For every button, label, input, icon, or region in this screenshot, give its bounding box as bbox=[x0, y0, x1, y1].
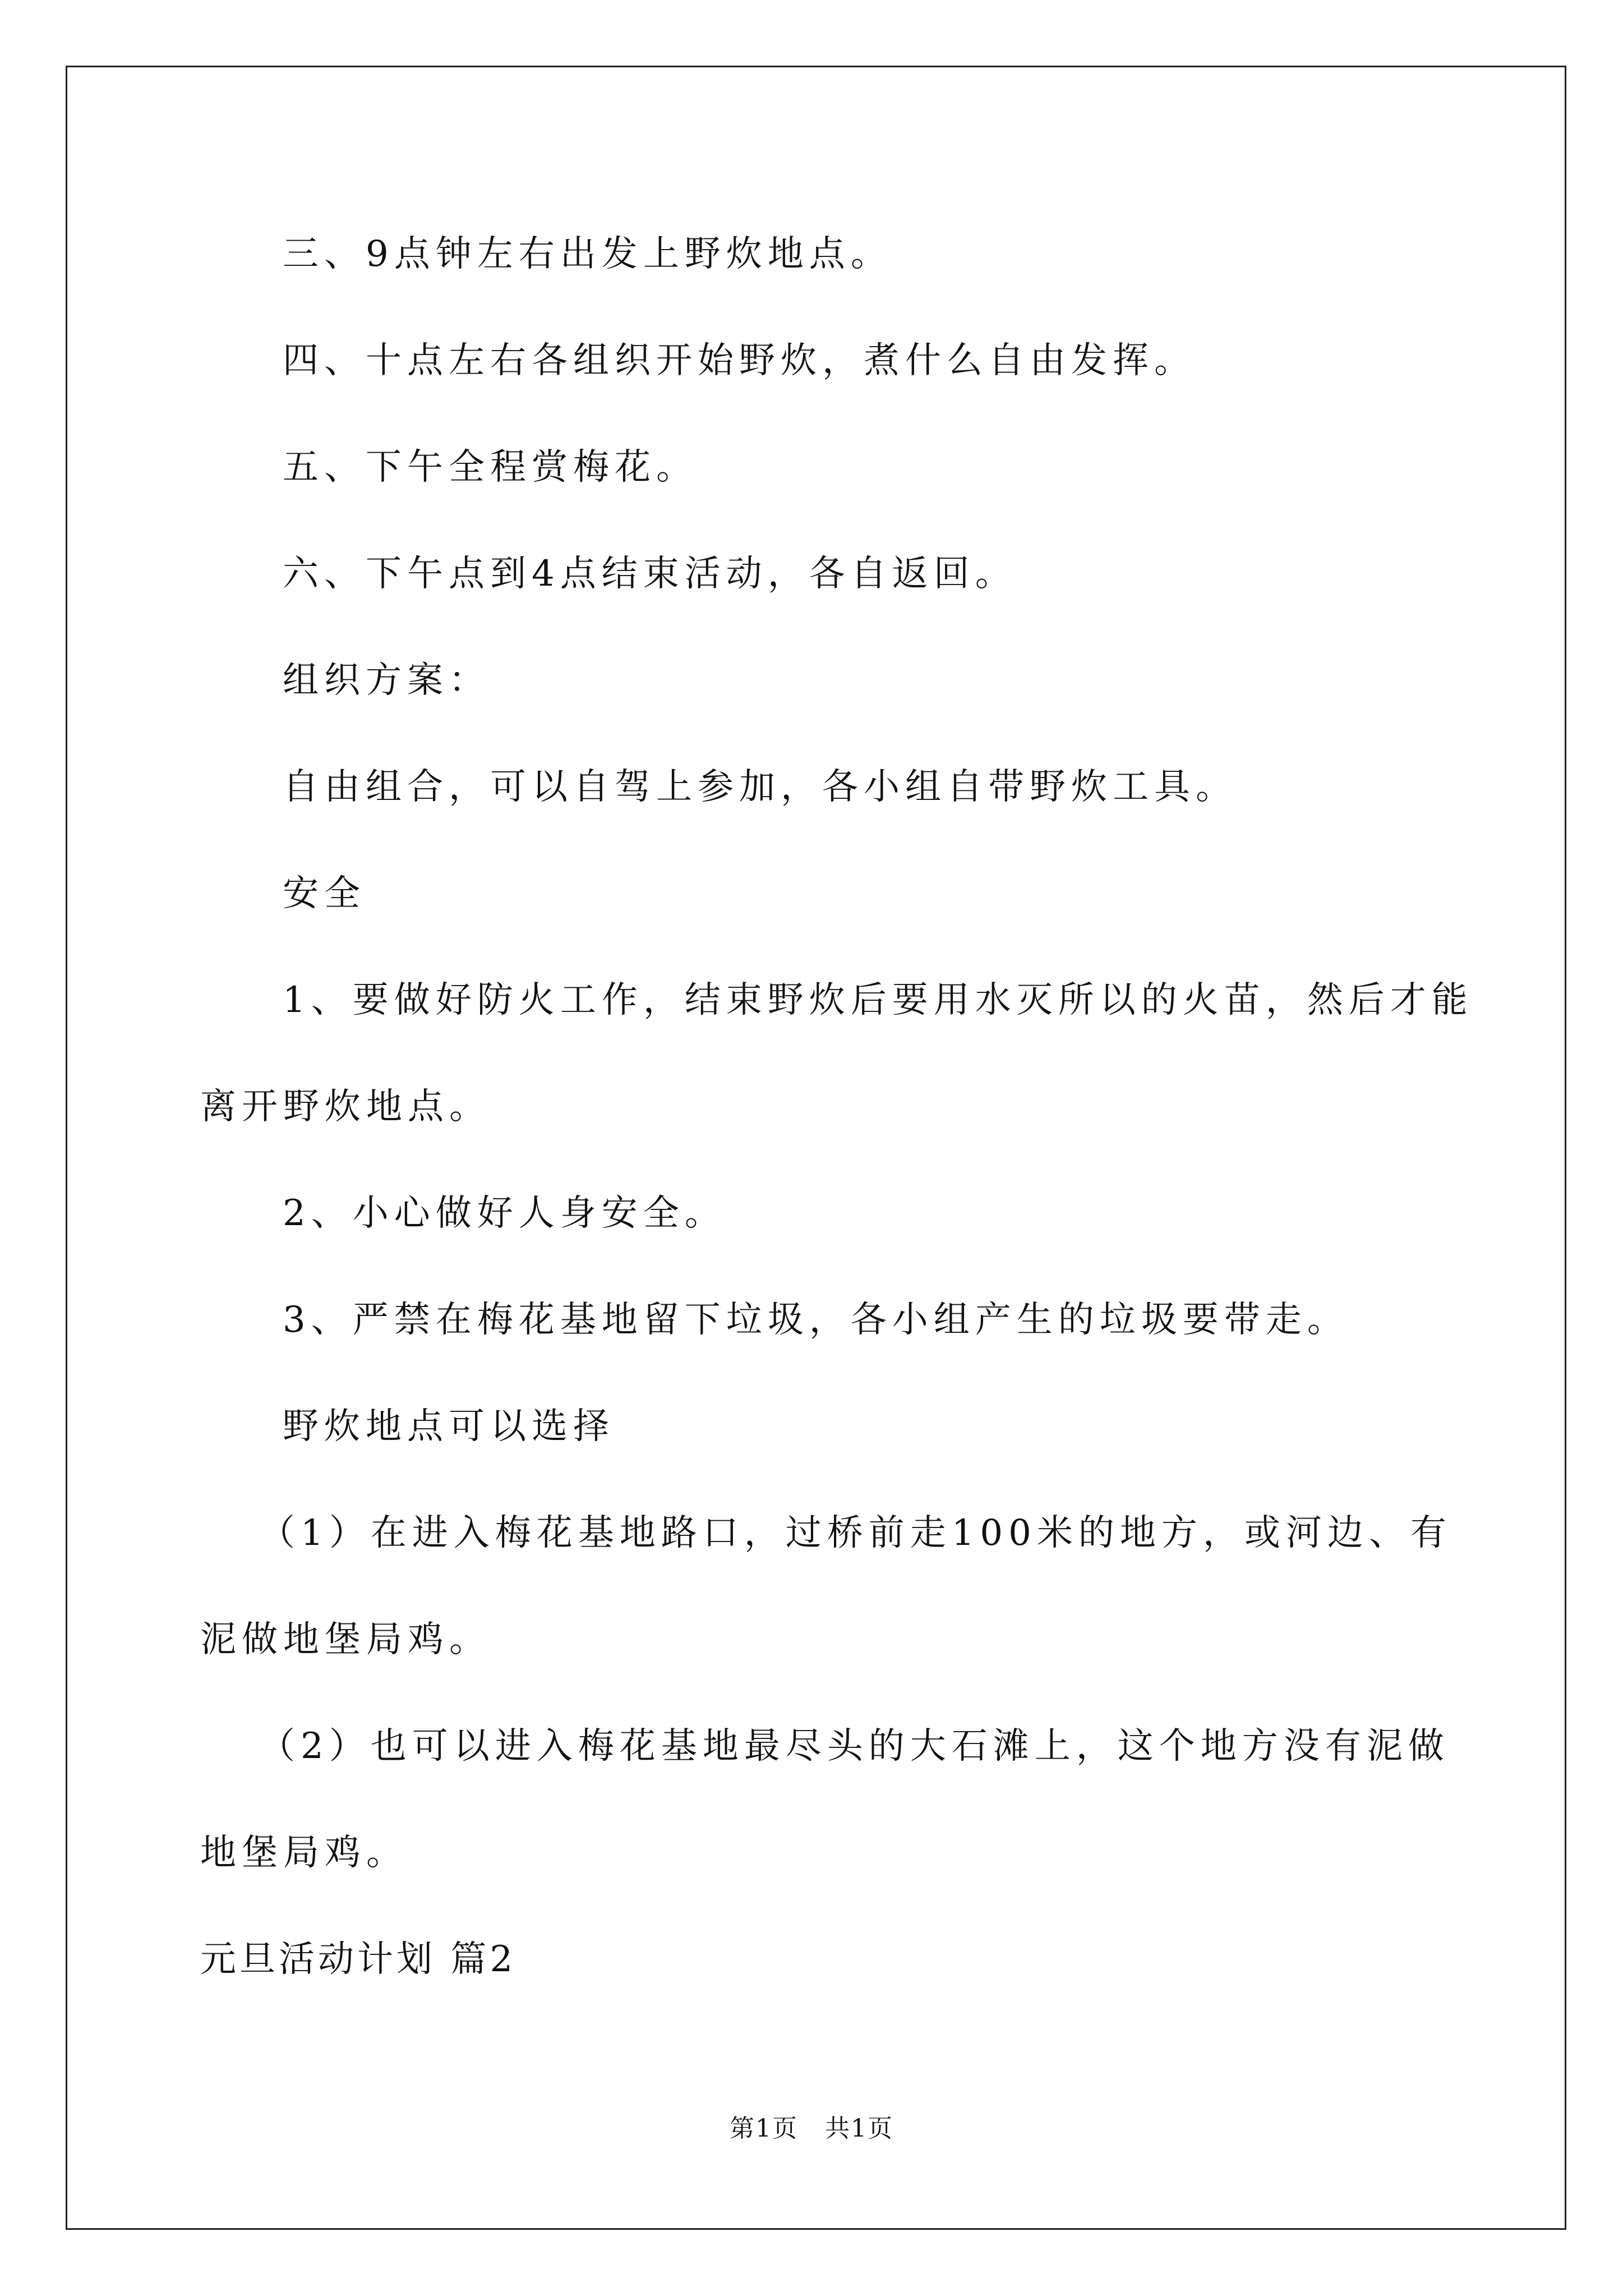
paragraph-safety-1-cont: 离开野炊地点。 bbox=[200, 1086, 491, 1128]
section-title: 元旦活动计划 篇2 bbox=[200, 1939, 517, 1980]
paragraph-org-detail: 自由组合，可以自驾上参加，各小组自带野炊工具。 bbox=[283, 766, 1237, 808]
paragraph-org-heading: 组织方案： bbox=[283, 660, 490, 701]
paragraph-location-2: （2）也可以进入梅花基地最尽头的大石滩上，这个地方没有泥做 bbox=[259, 1726, 1450, 1767]
paragraph-safety-3: 3、严禁在梅花基地留下垃圾，各小组产生的垃圾要带走。 bbox=[283, 1299, 1349, 1341]
paragraph-step-3: 三、9点钟左右出发上野炊地点。 bbox=[283, 233, 892, 275]
paragraph-step-6: 六、下午点到4点结束活动，各自返回。 bbox=[283, 553, 1017, 595]
page-border bbox=[66, 66, 1566, 2230]
paragraph-location-1: （1）在进入梅花基地路口，过桥前走100米的地方，或河边、有 bbox=[259, 1512, 1452, 1554]
paragraph-safety-2: 2、小心做好人身安全。 bbox=[283, 1193, 726, 1234]
paragraph-safety-heading: 安全 bbox=[283, 873, 366, 914]
paragraph-location-2-cont: 地堡局鸡。 bbox=[200, 1832, 408, 1874]
paragraph-safety-1: 1、要做好防火工作，结束野炊后要用水灭所以的火苗，然后才能 bbox=[283, 979, 1473, 1021]
paragraph-step-5: 五、下午全程赏梅花。 bbox=[283, 447, 698, 488]
page-total: 共1页 bbox=[825, 2114, 893, 2143]
paragraph-location-1-cont: 泥做地堡局鸡。 bbox=[200, 1619, 491, 1660]
paragraph-step-4: 四、十点左右各组织开始野炊，煮什么自由发挥。 bbox=[283, 340, 1196, 381]
page-footer bbox=[0, 2113, 1623, 2145]
page-number: 第1页 bbox=[730, 2114, 798, 2143]
paragraph-location-heading: 野炊地点可以选择 bbox=[283, 1406, 615, 1447]
